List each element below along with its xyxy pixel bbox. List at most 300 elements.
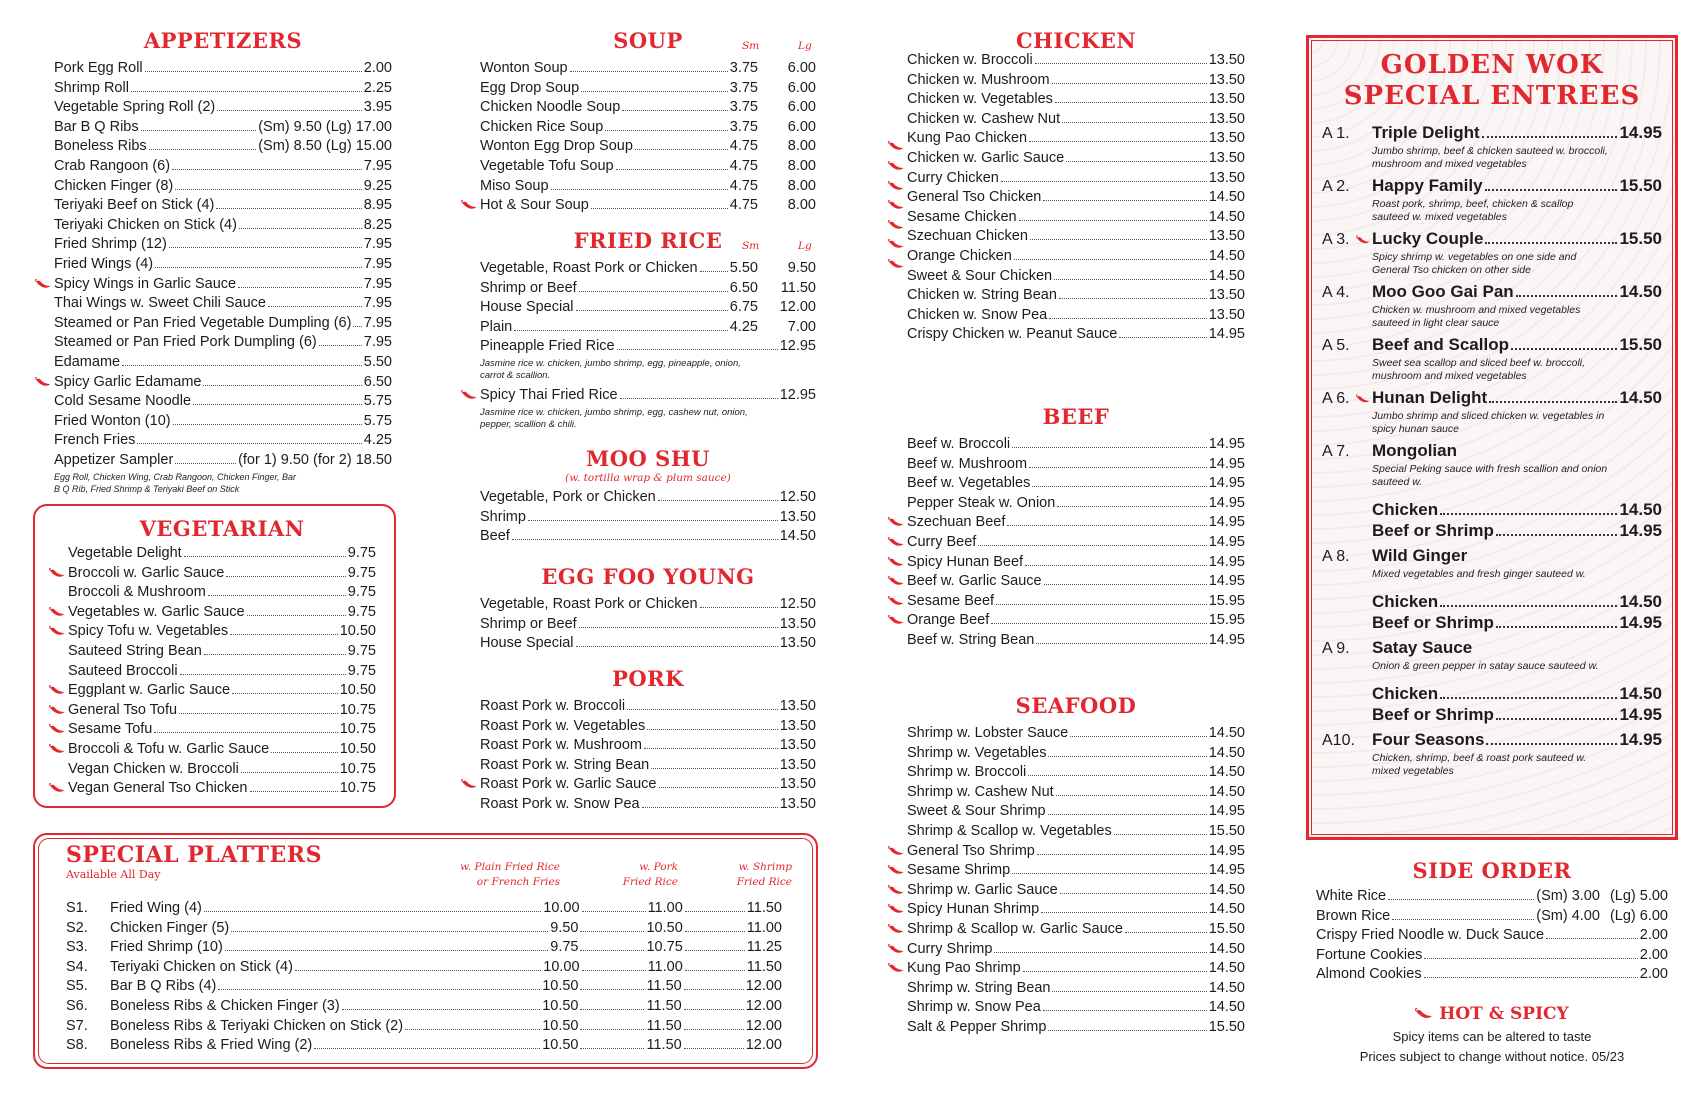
leader-dots <box>1485 242 1617 244</box>
item-name: Wonton Egg Drop Soup <box>480 138 633 155</box>
platter-name: Teriyaki Chicken on Stick (4) <box>110 958 293 975</box>
item-name: Vegetable, Roast Pork or Chicken <box>480 596 698 612</box>
menu-item <box>907 495 1245 515</box>
platter-price-3: 12.00 <box>745 997 782 1014</box>
item-price: 7.95 <box>363 275 392 292</box>
platter-name: Bar B Q Ribs (4) <box>110 978 217 995</box>
item-price: 10.75 <box>339 721 376 738</box>
item-name: Szechuan Beef <box>907 514 1006 531</box>
chili-pepper-icon <box>888 576 904 586</box>
item-name: Boneless Ribs <box>54 138 147 155</box>
menu-item <box>480 796 816 816</box>
item-price: 13.50 <box>779 795 816 812</box>
option-name: Chicken <box>1372 500 1439 519</box>
leader-dots <box>647 729 777 730</box>
item-price: 10.50 <box>339 682 376 699</box>
platter-row <box>66 998 782 1018</box>
item-name: Roast Pork w. Broccoli <box>480 698 626 714</box>
leader-dots <box>204 654 346 655</box>
leader-dots <box>580 931 644 932</box>
menu-item <box>907 514 1245 534</box>
chili-pepper-icon <box>35 279 51 289</box>
entree-code: A10. <box>1322 732 1355 749</box>
item-name: Vegan Chicken w. Broccoli <box>68 760 239 777</box>
chili-pepper-icon <box>461 390 477 400</box>
item-name: Vegan General Tso Chicken <box>68 780 248 797</box>
moo-shu-title: MOO SHU <box>586 446 710 471</box>
leader-dots <box>405 1029 540 1030</box>
menu-item: Crispy Chicken w. Peanut Sauce 14.95 <box>907 326 1245 343</box>
menu-item <box>907 456 1245 476</box>
menu-item <box>907 803 1245 823</box>
menu-item <box>907 980 1245 1000</box>
menu-item <box>54 432 392 452</box>
platter-price-2: 11.50 <box>646 978 682 995</box>
entree-price: 14.50 <box>1619 282 1662 301</box>
entree-price: 15.50 <box>1619 176 1662 195</box>
leader-dots <box>239 228 362 229</box>
menu-item <box>68 565 376 585</box>
leader-dots <box>591 208 728 209</box>
item-price: 10.50 <box>339 740 376 757</box>
egg-foo-young-title: EGG FOO YOUNG <box>541 564 755 589</box>
menu-item <box>1316 947 1668 967</box>
menu-item <box>907 573 1245 593</box>
fried-rice-sm-header: Sm <box>742 240 760 252</box>
item-name: Shrimp w. Snow Pea <box>907 999 1041 1016</box>
menu-item: Chicken w. Broccoli 13.50 <box>907 52 1245 68</box>
leader-dots <box>994 952 1206 953</box>
item-price-sm: (Sm) 3.00 <box>1536 888 1600 904</box>
chili-pepper-icon <box>49 626 65 636</box>
entree-name: Moo Goo Gai Pan <box>1372 282 1514 301</box>
leader-dots <box>230 634 338 635</box>
menu-item <box>54 158 392 178</box>
item-price: 12.95 <box>779 386 816 403</box>
chili-pepper-icon <box>888 220 904 230</box>
leader-dots <box>268 306 362 307</box>
option-price: 14.95 <box>1619 521 1662 540</box>
leader-dots <box>169 247 362 248</box>
special-entree <box>1322 440 1662 541</box>
item-price: 14.50 <box>1208 901 1245 918</box>
special-entree <box>1322 637 1662 725</box>
item-name: Beef w. Broccoli <box>907 436 1011 452</box>
leader-dots <box>1048 1030 1206 1031</box>
leader-dots <box>1029 141 1207 142</box>
menu-item <box>54 374 392 394</box>
platter-price-3: 12.00 <box>745 978 782 995</box>
item-price-lg: 6.00 <box>787 79 816 96</box>
chili-pepper-icon <box>888 239 904 249</box>
item-price: 4.25 <box>363 432 392 449</box>
item-name: Chicken Noodle Soup <box>480 99 621 116</box>
leader-dots <box>238 287 362 288</box>
item-name: Brown Rice <box>1316 907 1391 924</box>
platter-name: Boneless Ribs & Chicken Finger (3) <box>110 997 340 1014</box>
leader-dots <box>154 732 337 733</box>
leader-dots <box>1511 348 1617 350</box>
item-price: 14.50 <box>1208 979 1245 996</box>
item-name: Pepper Steak w. Onion <box>907 494 1056 511</box>
platter-code: S5. <box>66 978 88 995</box>
item-price: 13.50 <box>779 776 816 793</box>
leader-dots <box>684 1029 744 1030</box>
menu-item: Chicken w. Vegetables 13.50 <box>907 91 1245 108</box>
leader-dots <box>581 91 728 92</box>
item-name: Wonton Soup <box>480 60 568 76</box>
leader-dots <box>1496 626 1618 628</box>
hot-spicy-title: HOT & SPICY <box>1439 1004 1569 1024</box>
leader-dots <box>700 271 728 272</box>
leader-dots <box>175 189 362 190</box>
leader-dots <box>1023 971 1207 972</box>
vegetarian-title: VEGETARIAN <box>139 516 305 541</box>
item-price: 14.95 <box>1208 455 1245 472</box>
entree-description: Spicy shrimp w. vegetables on one side and General Tso chicken on other side <box>1372 251 1577 276</box>
item-name: Shrimp & Scallop w. Vegetables <box>907 822 1112 839</box>
item-name: Almond Cookies <box>1316 966 1422 983</box>
menu-item <box>480 319 816 339</box>
item-name: Roast Pork w. Mushroom <box>480 737 642 754</box>
entree-name: Happy Family <box>1372 176 1483 195</box>
menu-item: General Tso Chicken 14.50 <box>907 197 1245 217</box>
menu-item <box>54 334 392 354</box>
leader-dots <box>203 385 361 386</box>
entree-description: Onion & green pepper in satay sauce sauteed w. <box>1372 660 1599 672</box>
chili-pepper-icon <box>1356 235 1370 245</box>
menu-item <box>907 534 1245 554</box>
chili-pepper-icon <box>1356 394 1370 404</box>
menu-item <box>907 823 1245 843</box>
platter-code: S6. <box>66 997 88 1014</box>
chili-pepper-icon <box>461 779 477 789</box>
menu-item <box>480 718 816 738</box>
item-price: 14.50 <box>1208 940 1245 957</box>
item-name: Spicy Hunan Beef <box>907 553 1024 570</box>
menu-item <box>54 99 392 119</box>
menu-item <box>907 941 1245 961</box>
menu-item <box>480 158 816 178</box>
item-price: 14.50 <box>1208 881 1245 898</box>
item-name: Thai Wings w. Sweet Chili Sauce <box>54 295 266 312</box>
menu-item <box>480 737 816 757</box>
item-name: Cold Sesame Noodle <box>54 393 192 410</box>
leader-dots <box>659 787 778 788</box>
leader-dots <box>1070 736 1207 737</box>
item-name: Spicy Wings in Garlic Sauce <box>54 275 237 292</box>
item-price-lg: 8.00 <box>787 157 816 174</box>
leader-dots <box>231 931 548 932</box>
leader-dots <box>1049 318 1206 319</box>
entree-code: A 7. <box>1322 443 1350 460</box>
item-price: 14.95 <box>1208 514 1245 531</box>
platter-price-3: 11.00 <box>746 919 782 936</box>
option-price: 14.50 <box>1619 500 1662 519</box>
leader-dots <box>570 71 728 72</box>
leader-dots <box>685 931 745 932</box>
chili-pepper-icon <box>888 161 904 171</box>
leader-dots <box>1056 795 1207 796</box>
leader-dots <box>1054 279 1207 280</box>
entree-name: Lucky Couple <box>1372 229 1484 248</box>
leader-dots <box>180 674 346 675</box>
item-price-sm: 3.75 <box>729 118 758 135</box>
platter-price-2: 11.00 <box>647 900 683 916</box>
platter-row <box>66 920 782 940</box>
menu-item: Kung Pao Chicken 13.50 <box>907 138 1245 158</box>
leader-dots <box>1043 1010 1207 1011</box>
platter-price-2: 10.50 <box>646 919 683 936</box>
leader-dots <box>1119 337 1206 338</box>
item-name: Vegetable Tofu Soup <box>480 157 614 174</box>
menu-item <box>480 60 816 80</box>
item-name: Roast Pork w. Vegetables <box>480 717 646 734</box>
item-name: Salt & Pepper Shrimp <box>907 1018 1047 1035</box>
platter-code: S1. <box>66 900 88 916</box>
option-price: 14.50 <box>1619 592 1662 611</box>
entree-description: Jumbo shrimp, beef & chicken sauteed w. broccoli, mushroom and mixed vegetables <box>1372 145 1608 170</box>
item-price: 7.95 <box>363 314 392 331</box>
special-entree <box>1322 175 1662 224</box>
leader-dots <box>204 911 541 912</box>
item-price-lg: 8.00 <box>787 138 816 155</box>
menu-item <box>54 178 392 198</box>
menu-item <box>907 745 1245 765</box>
leader-dots <box>314 1048 540 1049</box>
entree-price: 14.95 <box>1619 123 1662 142</box>
item-price: 5.75 <box>363 412 392 429</box>
item-price: 13.50 <box>779 508 816 525</box>
leader-dots <box>226 576 345 577</box>
leader-dots <box>319 345 362 346</box>
item-price: 2.00 <box>1639 966 1668 983</box>
item-price: 14.50 <box>1208 999 1245 1016</box>
leader-dots <box>576 646 778 647</box>
item-name: Sweet & Sour Shrimp <box>907 803 1046 820</box>
item-price: 2.00 <box>1639 946 1668 963</box>
entree-option <box>1372 683 1662 704</box>
item-price: 10.75 <box>339 701 376 718</box>
leader-dots <box>1114 834 1207 835</box>
item-name: Eggplant w. Garlic Sauce <box>68 682 231 699</box>
menu-item <box>907 475 1245 495</box>
item-price-sm: 4.75 <box>729 157 758 174</box>
item-price: 15.50 <box>1208 822 1245 839</box>
item-name: Curry Shrimp <box>907 940 993 957</box>
item-price: (Sm) 9.50 (Lg) 17.00 <box>258 118 392 135</box>
item-name: Roast Pork w. String Bean <box>480 756 650 773</box>
item-price-lg: 9.50 <box>787 260 816 276</box>
entree-option <box>1372 704 1662 725</box>
menu-item <box>54 354 392 374</box>
item-price: 5.75 <box>363 393 392 410</box>
item-price-sm: 5.50 <box>729 260 758 276</box>
leader-dots <box>996 604 1207 605</box>
platter-row <box>66 978 782 998</box>
item-name: Sesame Shrimp <box>907 862 1011 879</box>
soup-sm-header: Sm <box>742 40 760 52</box>
leader-dots <box>137 443 361 444</box>
chili-pepper-icon <box>49 705 65 715</box>
chili-pepper-icon <box>888 141 904 151</box>
item-price: 14.95 <box>1208 436 1245 452</box>
specials-section <box>1322 50 1662 782</box>
leader-dots <box>1055 102 1207 103</box>
item-name: Hot & Sour Soup <box>480 197 589 214</box>
menu-item <box>480 776 816 796</box>
item-name: Shrimp w. Broccoli <box>907 764 1027 781</box>
item-name: Appetizer Sampler <box>54 451 174 468</box>
entree-description: Chicken, shrimp, beef & roast pork sauteed w. mixed vegetables <box>1372 752 1587 777</box>
item-price-sm: 6.50 <box>729 279 758 296</box>
menu-item <box>480 119 816 139</box>
platters-title: SPECIAL PLATTERS <box>66 842 322 868</box>
leader-dots <box>1001 181 1207 182</box>
item-description: Jasmine rice w. chicken, jumbo shrimp, egg, cashew nut, onion, pepper, scallion & chili. <box>480 406 748 431</box>
leader-dots <box>295 970 541 971</box>
leader-dots <box>1496 718 1618 720</box>
item-name: Beef w. Mushroom <box>907 455 1028 472</box>
entree-price: 15.50 <box>1619 229 1662 248</box>
entree-name: Beef and Scallop <box>1372 335 1509 354</box>
moo-shu-section <box>480 446 816 548</box>
menu-item <box>480 197 816 217</box>
menu-item <box>68 623 376 643</box>
platter-price-3: 12.00 <box>745 1037 782 1054</box>
fried-rice-title: FRIED RICE <box>573 228 723 253</box>
item-price: 7.95 <box>363 295 392 312</box>
egg-foo-young-section <box>480 564 816 655</box>
menu-item <box>1316 927 1668 947</box>
item-name: Pork Egg Roll <box>54 60 143 76</box>
menu-item <box>480 757 816 777</box>
leader-dots <box>1032 486 1206 487</box>
platter-name: Boneless Ribs & Fried Wing (2) <box>110 1037 313 1054</box>
item-price: 12.50 <box>779 596 816 612</box>
entree-code: A 1. <box>1322 125 1350 142</box>
item-name: General Tso Shrimp <box>907 842 1035 859</box>
fried-rice-section <box>480 228 816 436</box>
leader-dots <box>122 365 362 366</box>
item-name: Pineapple Fried Rice <box>480 338 615 355</box>
item-price-sm: 3.75 <box>729 99 758 116</box>
leader-dots <box>1043 200 1206 201</box>
platter-row <box>66 959 782 979</box>
item-price: 14.50 <box>1208 960 1245 977</box>
item-price: 7.95 <box>363 255 392 272</box>
platter-price-1: 10.00 <box>543 958 580 975</box>
platter-row <box>66 939 782 959</box>
leader-dots <box>1496 534 1618 536</box>
leader-dots <box>617 349 778 350</box>
leader-dots <box>616 169 728 170</box>
menu-item <box>68 780 376 800</box>
chili-pepper-icon <box>888 904 904 914</box>
item-price: 15.50 <box>1208 920 1245 937</box>
leader-dots <box>580 1048 644 1049</box>
menu-item <box>1316 888 1668 908</box>
chili-pepper-icon <box>888 517 904 527</box>
option-name: Beef or Shrimp <box>1372 705 1494 724</box>
item-price: 14.95 <box>1208 842 1245 859</box>
item-price-lg: 6.00 <box>787 99 816 116</box>
platter-name: Fried Wing (4) <box>110 900 202 916</box>
platter-code: S7. <box>66 1017 88 1034</box>
menu-item: Szechuan Chicken 13.50 <box>907 236 1245 256</box>
item-price: 9.25 <box>363 177 392 194</box>
item-name: Beef w. Vegetables <box>907 475 1031 492</box>
menu-item <box>907 882 1245 902</box>
platter-price-1: 10.50 <box>542 978 579 995</box>
leader-dots <box>1489 401 1617 403</box>
item-price: 9.75 <box>347 545 376 561</box>
item-name: Teriyaki Beef on Stick (4) <box>54 197 215 214</box>
chili-pepper-icon <box>49 607 65 617</box>
item-name: Sauteed Broccoli <box>68 662 178 679</box>
platter-price-2: 10.75 <box>646 939 683 956</box>
entree-code: A 6. <box>1322 388 1372 410</box>
leader-dots <box>1030 239 1207 240</box>
item-price: 10.75 <box>339 780 376 797</box>
menu-item <box>907 436 1245 456</box>
chili-pepper-icon <box>49 568 65 578</box>
menu-item: Chicken w. Mushroom 13.50 <box>907 71 1245 88</box>
leader-dots <box>1014 259 1207 260</box>
item-name: Beef <box>480 528 510 545</box>
entree-price: 15.50 <box>1619 335 1662 354</box>
leader-dots <box>1025 565 1207 566</box>
entree-name: Triple Delight <box>1372 123 1480 142</box>
leader-dots <box>685 950 745 951</box>
menu-item <box>907 843 1245 863</box>
side-order-section <box>1316 858 1668 986</box>
entree-name: Hunan Delight <box>1372 388 1488 407</box>
leader-dots <box>145 71 362 72</box>
entree-description: Chicken w. mushroom and mixed vegetables sauteed in light clear sauce <box>1372 304 1581 329</box>
menu-item <box>480 299 816 319</box>
platters-col1-header: w. Plain Fried Rice or French Fries <box>460 861 560 888</box>
side-order-title: SIDE ORDER <box>1412 858 1572 883</box>
item-price: 14.95 <box>1208 533 1245 550</box>
option-name: Beef or Shrimp <box>1372 521 1494 540</box>
item-name: Bar B Q Ribs <box>54 118 139 135</box>
menu-item <box>907 901 1245 921</box>
item-price: 10.50 <box>339 623 376 640</box>
item-name: House Special <box>480 299 574 316</box>
menu-item <box>68 663 376 683</box>
entree-code: A 3. <box>1322 229 1372 251</box>
leader-dots <box>141 130 257 131</box>
entree-name: Satay Sauce <box>1372 638 1473 657</box>
leader-dots <box>1028 775 1206 776</box>
menu-item <box>480 698 816 718</box>
leader-dots <box>175 463 236 464</box>
item-price-sm: (Sm) 4.00 <box>1536 907 1600 924</box>
chili-pepper-icon <box>49 783 65 793</box>
platter-code: S3. <box>66 939 88 956</box>
special-entree <box>1322 281 1662 330</box>
item-price: 15.95 <box>1208 592 1245 609</box>
item-price: 9.75 <box>347 642 376 659</box>
leader-dots <box>1044 584 1207 585</box>
leader-dots <box>685 970 745 971</box>
item-name: Crab Rangoon (6) <box>54 157 171 174</box>
menu-item <box>54 80 392 100</box>
leader-dots <box>1048 756 1206 757</box>
leader-dots <box>582 911 646 912</box>
item-price-lg: 12.00 <box>779 299 816 316</box>
